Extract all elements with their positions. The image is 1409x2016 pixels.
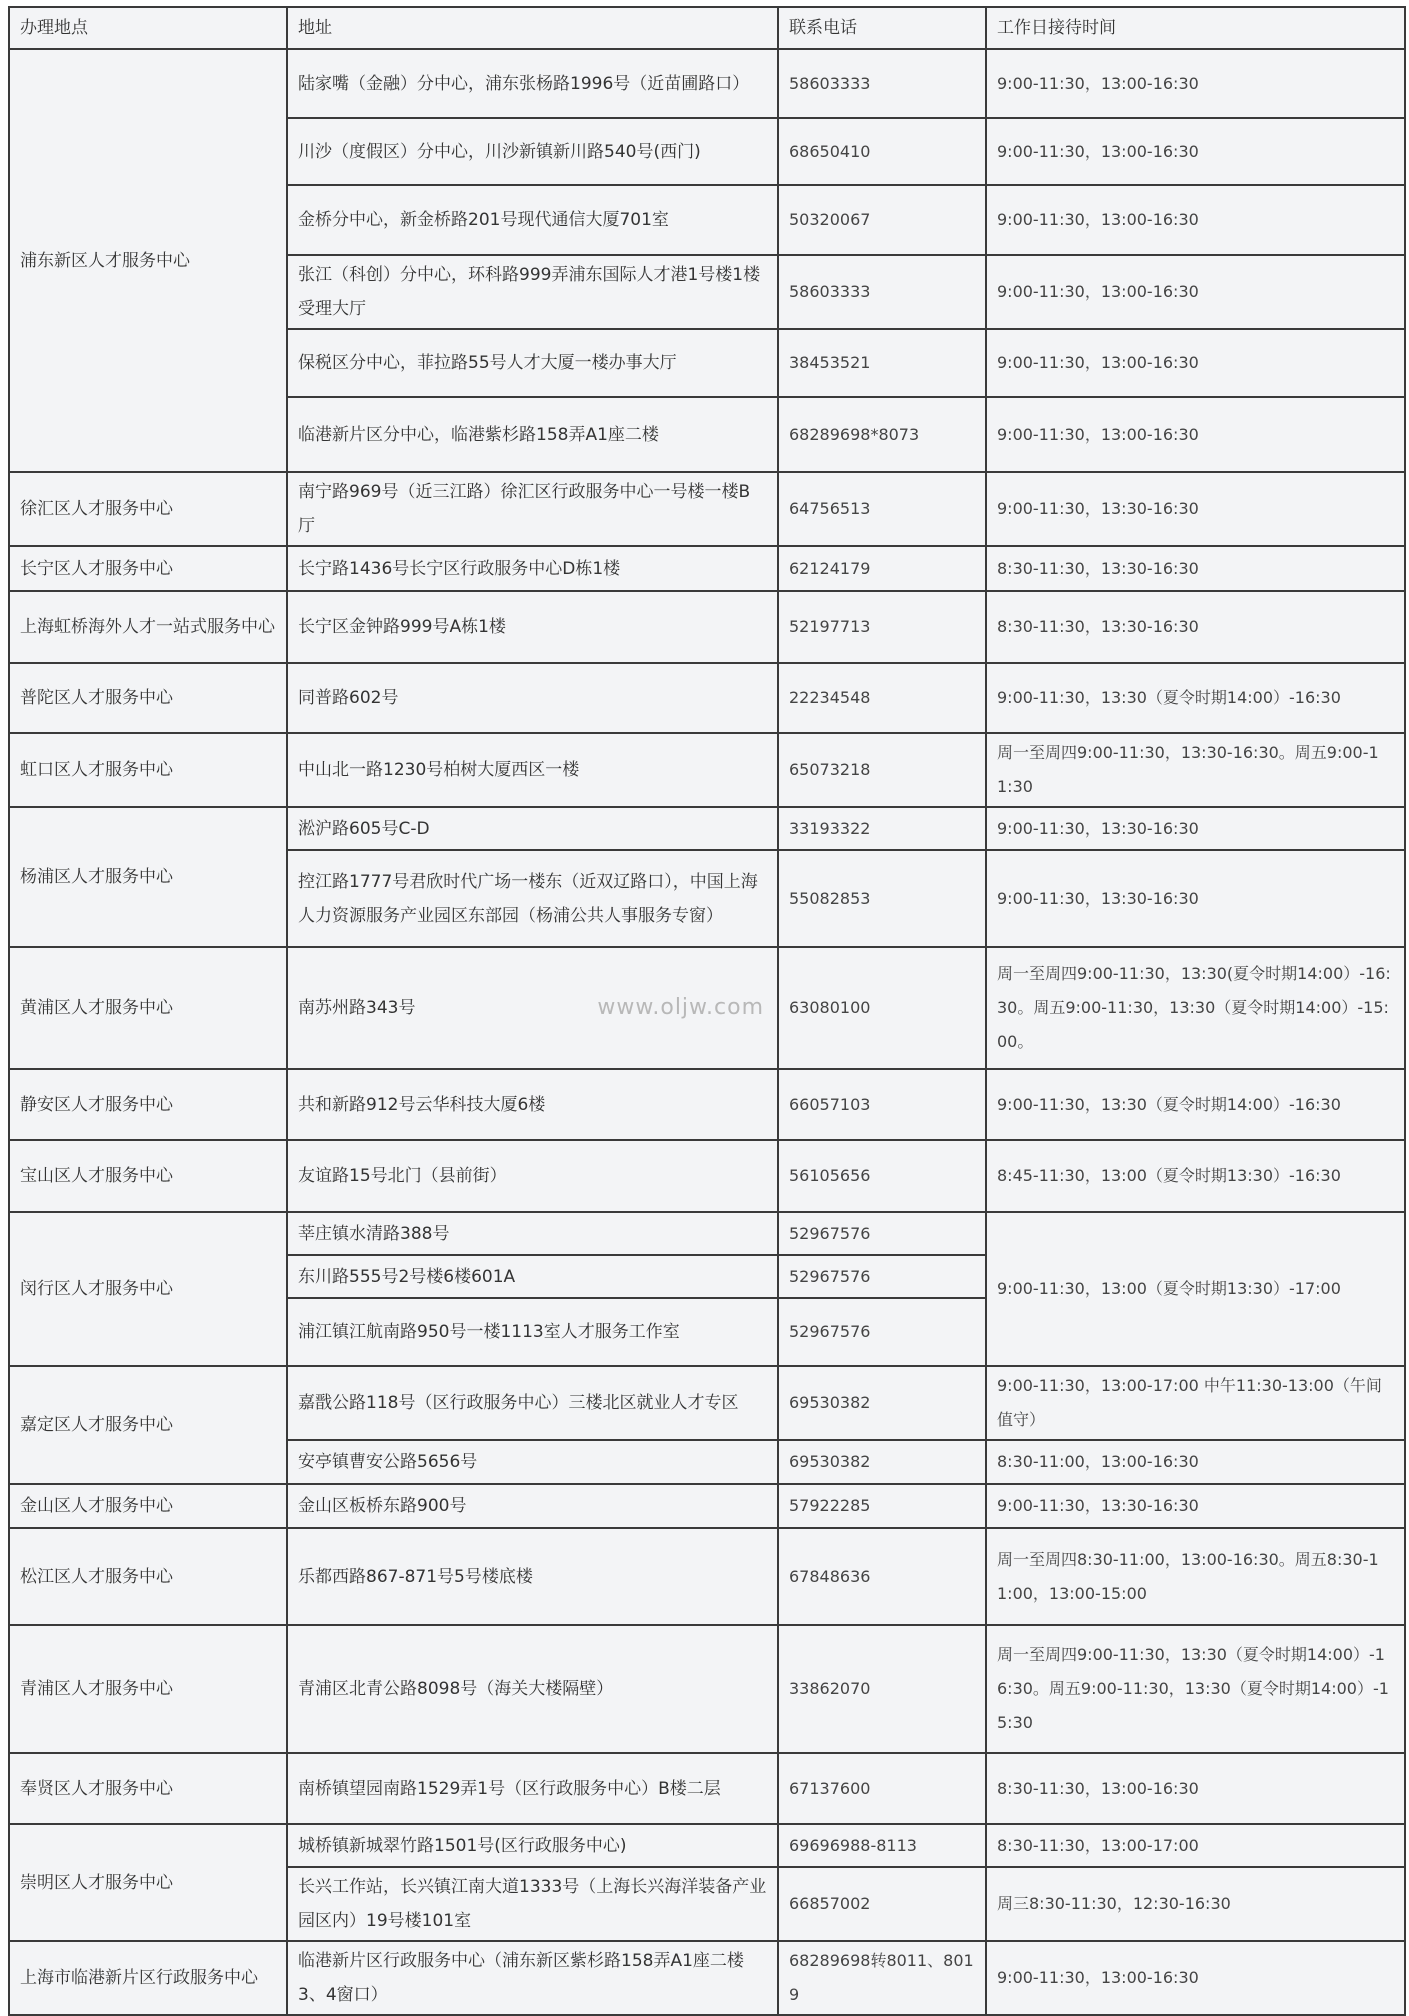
address-cell: 陆家嘴（金融）分中心，浦东张杨路1996号（近苗圃路口） [287, 49, 778, 118]
phone-cell: 57922285 [778, 1484, 986, 1528]
table-row [9, 1625, 1405, 1753]
hours-cell: 9:00-11:30，13:00-17:00 中午11:30-13:00（午间值守） [986, 1366, 1405, 1440]
hours-cell: 9:00-11:30，13:30（夏令时期14:00）-16:30 [986, 1069, 1405, 1140]
hours-cell: 周一至周四9:00-11:30，13:30-16:30。周五9:00-11:30 [986, 733, 1405, 807]
location-cell: 普陀区人才服务中心 [9, 663, 287, 733]
hours-cell: 9:00-11:30，13:00-16:30 [986, 255, 1405, 329]
header-location: 办理地点 [9, 7, 287, 49]
phone-cell: 69530382 [778, 1440, 986, 1484]
address-cell: 中山北一路1230号柏树大厦西区一楼 [287, 733, 778, 807]
address-cell: 保税区分中心，菲拉路55号人才大厦一楼办事大厅 [287, 329, 778, 397]
address-cell: 南苏州路343号 [287, 947, 778, 1069]
phone-cell: 52967576 [778, 1255, 986, 1298]
table-row [9, 1941, 1405, 2015]
table-row [9, 1824, 1405, 1867]
address-cell: 长宁路1436号长宁区行政服务中心D栋1楼 [287, 546, 778, 591]
table-row [9, 1484, 1405, 1528]
address-cell: 南桥镇望园南路1529弄1号（区行政服务中心）B楼二层 [287, 1753, 778, 1824]
table-row [9, 591, 1405, 663]
table-row [9, 1069, 1405, 1140]
address-cell: 莘庄镇水清路388号 [287, 1212, 778, 1255]
table-row [9, 1753, 1405, 1824]
address-cell: 同普路602号 [287, 663, 778, 733]
address-cell: 长宁区金钟路999号A栋1楼 [287, 591, 778, 663]
location-cell: 嘉定区人才服务中心 [9, 1366, 287, 1484]
phone-cell: 58603333 [778, 255, 986, 329]
table-row [9, 1212, 1405, 1255]
phone-cell: 68289698转8011、8019 [778, 1941, 986, 2015]
phone-cell: 63080100 [778, 947, 986, 1069]
phone-cell: 65073218 [778, 733, 986, 807]
table-row [9, 1366, 1405, 1440]
hours-cell: 9:00-11:30，13:30-16:30 [986, 850, 1405, 947]
phone-cell: 56105656 [778, 1140, 986, 1212]
address-cell: 长兴工作站，长兴镇江南大道1333号（上海长兴海洋装备产业园区内）19号楼101室 [287, 1867, 778, 1941]
hours-cell: 9:00-11:30，13:30-16:30 [986, 1484, 1405, 1528]
address-cell: 临港新片区行政服务中心（浦东新区紫杉路158弄A1座二楼3、4窗口） [287, 1941, 778, 2015]
address-cell: 金山区板桥东路900号 [287, 1484, 778, 1528]
phone-cell: 52967576 [778, 1298, 986, 1366]
location-cell: 崇明区人才服务中心 [9, 1824, 287, 1941]
address-cell: 乐都西路867-871号5号楼底楼 [287, 1528, 778, 1625]
phone-cell: 67848636 [778, 1528, 986, 1625]
hours-cell: 8:45-11:30，13:00（夏令时期13:30）-16:30 [986, 1140, 1405, 1212]
address-cell: 金桥分中心，新金桥路201号现代通信大厦701室 [287, 185, 778, 255]
location-cell: 闵行区人才服务中心 [9, 1212, 287, 1366]
hours-cell: 9:00-11:30，13:30（夏令时期14:00）-16:30 [986, 663, 1405, 733]
location-cell: 虹口区人才服务中心 [9, 733, 287, 807]
hours-cell: 周一至周四8:30-11:00，13:00-16:30。周五8:30-11:00，13:00-15:00 [986, 1528, 1405, 1625]
address-cell: 川沙（度假区）分中心，川沙新镇新川路540号(西门) [287, 118, 778, 185]
phone-cell: 69696988-8113 [778, 1824, 986, 1867]
header-hours: 工作日接待时间 [986, 7, 1405, 49]
location-cell: 黄浦区人才服务中心 [9, 947, 287, 1069]
location-cell: 宝山区人才服务中心 [9, 1140, 287, 1212]
location-cell: 徐汇区人才服务中心 [9, 472, 287, 546]
table-row [9, 1528, 1405, 1625]
hours-cell: 9:00-11:30，13:00-16:30 [986, 185, 1405, 255]
hours-cell: 9:00-11:30，13:00-16:30 [986, 397, 1405, 472]
phone-cell: 50320067 [778, 185, 986, 255]
phone-cell: 52197713 [778, 591, 986, 663]
location-cell: 长宁区人才服务中心 [9, 546, 287, 591]
phone-cell: 64756513 [778, 472, 986, 546]
hours-cell: 9:00-11:30，13:00-16:30 [986, 1941, 1405, 2015]
table-row [9, 472, 1405, 546]
phone-cell: 68650410 [778, 118, 986, 185]
location-cell: 青浦区人才服务中心 [9, 1625, 287, 1753]
hours-cell: 8:30-11:30，13:00-17:00 [986, 1824, 1405, 1867]
phone-cell: 66857002 [778, 1867, 986, 1941]
phone-cell: 62124179 [778, 546, 986, 591]
phone-cell: 22234548 [778, 663, 986, 733]
phone-cell: 58603333 [778, 49, 986, 118]
header-address: 地址 [287, 7, 778, 49]
phone-cell: 67137600 [778, 1753, 986, 1824]
hours-cell: 周三8:30-11:30，12:30-16:30 [986, 1867, 1405, 1941]
phone-cell: 55082853 [778, 850, 986, 947]
hours-cell: 9:00-11:30，13:30-16:30 [986, 807, 1405, 850]
hours-cell: 8:30-11:30，13:30-16:30 [986, 546, 1405, 591]
address-cell: 友谊路15号北门（县前街） [287, 1140, 778, 1212]
location-cell: 杨浦区人才服务中心 [9, 807, 287, 947]
location-cell: 上海市临港新片区行政服务中心 [9, 1941, 287, 2015]
address-cell: 城桥镇新城翠竹路1501号(区行政服务中心) [287, 1824, 778, 1867]
table-row [9, 733, 1405, 807]
phone-cell: 66057103 [778, 1069, 986, 1140]
phone-cell: 38453521 [778, 329, 986, 397]
hours-cell: 9:00-11:30，13:00-16:30 [986, 118, 1405, 185]
phone-cell: 52967576 [778, 1212, 986, 1255]
phone-cell: 33862070 [778, 1625, 986, 1753]
hours-cell: 8:30-11:00，13:00-16:30 [986, 1440, 1405, 1484]
address-cell: 控江路1777号君欣时代广场一楼东（近双辽路口），中国上海人力资源服务产业园区东部园（杨浦公共人事服务专窗） [287, 850, 778, 947]
location-cell: 松江区人才服务中心 [9, 1528, 287, 1625]
table-row [9, 807, 1405, 850]
phone-cell: 68289698*8073 [778, 397, 986, 472]
hours-cell: 8:30-11:30，13:00-16:30 [986, 1753, 1405, 1824]
address-cell: 南宁路969号（近三江路）徐汇区行政服务中心一号楼一楼B厅 [287, 472, 778, 546]
hours-cell: 周一至周四9:00-11:30，13:30(夏令时期14:00）-16:30。周五9:00-11:30，13:30（夏令时期14:00）-15:00。 [986, 947, 1405, 1069]
location-cell: 上海虹桥海外人才一站式服务中心 [9, 591, 287, 663]
hours-cell: 9:00-11:30，13:00-16:30 [986, 329, 1405, 397]
header-phone: 联系电话 [778, 7, 986, 49]
location-cell: 浦东新区人才服务中心 [9, 49, 287, 472]
hours-cell: 8:30-11:30，13:30-16:30 [986, 591, 1405, 663]
hours-cell: 周一至周四9:00-11:30，13:30（夏令时期14:00）-16:30。周五9:00-11:30，13:30（夏令时期14:00）-15:30 [986, 1625, 1405, 1753]
watermark: www.oljw.com [597, 995, 764, 1020]
address-cell: 青浦区北青公路8098号（海关大楼隔壁） [287, 1625, 778, 1753]
hours-cell: 9:00-11:30，13:00（夏令时期13:30）-17:00 [986, 1212, 1405, 1366]
phone-cell: 33193322 [778, 807, 986, 850]
hours-cell: 9:00-11:30，13:30-16:30 [986, 472, 1405, 546]
address-cell: 临港新片区分中心，临港紫杉路158弄A1座二楼 [287, 397, 778, 472]
table-row [9, 1140, 1405, 1212]
address-cell: 张江（科创）分中心，环科路999弄浦东国际人才港1号楼1楼受理大厅 [287, 255, 778, 329]
address-cell: 浦江镇江航南路950号一楼1113室人才服务工作室 [287, 1298, 778, 1366]
location-cell: 奉贤区人才服务中心 [9, 1753, 287, 1824]
table-row [9, 663, 1405, 733]
address-cell: 共和新路912号云华科技大厦6楼 [287, 1069, 778, 1140]
header-row [9, 7, 1405, 49]
address-cell: 嘉戬公路118号（区行政服务中心）三楼北区就业人才专区 [287, 1366, 778, 1440]
address-cell: 东川路555号2号楼6楼601A [287, 1255, 778, 1298]
table-row [9, 546, 1405, 591]
address-cell: 安亭镇曹安公路5656号 [287, 1440, 778, 1484]
address-cell: 淞沪路605号C-D [287, 807, 778, 850]
phone-cell: 69530382 [778, 1366, 986, 1440]
hours-cell: 9:00-11:30，13:00-16:30 [986, 49, 1405, 118]
table-row [9, 49, 1405, 118]
location-cell: 静安区人才服务中心 [9, 1069, 287, 1140]
location-cell: 金山区人才服务中心 [9, 1484, 287, 1528]
